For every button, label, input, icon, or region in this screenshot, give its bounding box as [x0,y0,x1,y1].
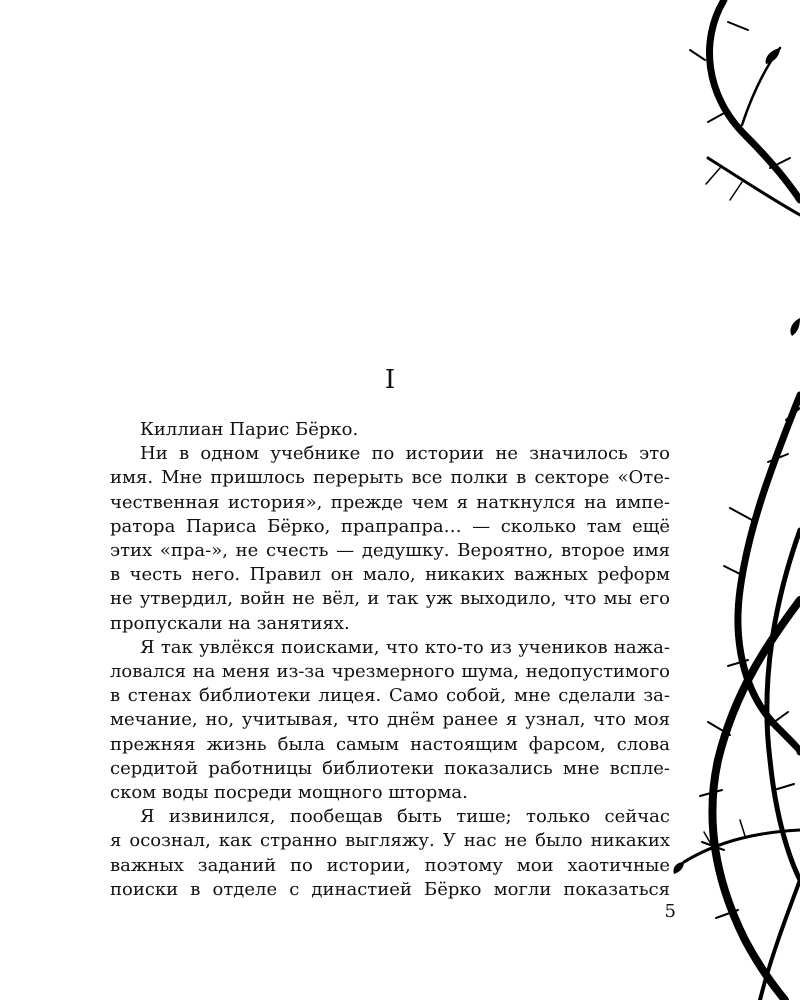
text-line: мечание, но, учитывая, что днём ранее я узнал, что моя [110,709,670,731]
text-line: прежняя жизнь была самым настоящим фарсом, слова [110,733,670,755]
page-number: 5 [664,901,676,922]
text-line: не утвердил, войн не вёл, и так уж выходило, что мы его [110,588,670,610]
text-line: Я так увлёкся поисками, что кто-то из учеников нажа- [140,636,670,658]
text-line: пропускали на занятиях. [110,612,350,634]
text-line: ском воды посреди мощного шторма. [110,782,468,804]
text-line: сердитой работницы библиотеки показались мне вспле- [110,757,670,779]
text-line: в стенах библиотеки лицея. Само собой, мне сделали за- [110,685,670,707]
text-line: имя. Мне пришлось перерыть все полки в секторе «Оте- [110,467,670,489]
text-line: Киллиан Парис Бёрко. [140,419,359,440]
chapter-number: I [384,365,396,395]
paragraph [110,805,670,902]
paragraph [110,418,670,442]
text-line: поиски в отделе с династией Бёрко могли показаться [110,878,670,900]
text-line: ратора Париса Бёрко, прапрапра… — сколько там ещё [110,515,670,537]
chapter-body [110,418,670,902]
text-line: в честь него. Правил он мало, никаких важных реформ [110,564,670,586]
paragraph [110,636,670,805]
text-line: этих «пра-», не счесть — дедушку. Вероятно, второе имя [110,540,670,562]
text-line: ловался на меня из-за чрезмерного шума, недопустимого [110,661,670,683]
paragraph [110,442,670,636]
text-line: важных заданий по истории, поэтому мои хаотичные [110,854,670,876]
text-line: Я извинился, пообещав быть тише; только сейчас [140,806,670,828]
text-line: чественная история», прежде чем я наткнулся на импе- [110,491,670,513]
text-line: я осознал, как странно выгляжу. У нас не было никаких [110,830,670,852]
text-line: Ни в одном учебнике по истории не значилось это [140,443,670,465]
